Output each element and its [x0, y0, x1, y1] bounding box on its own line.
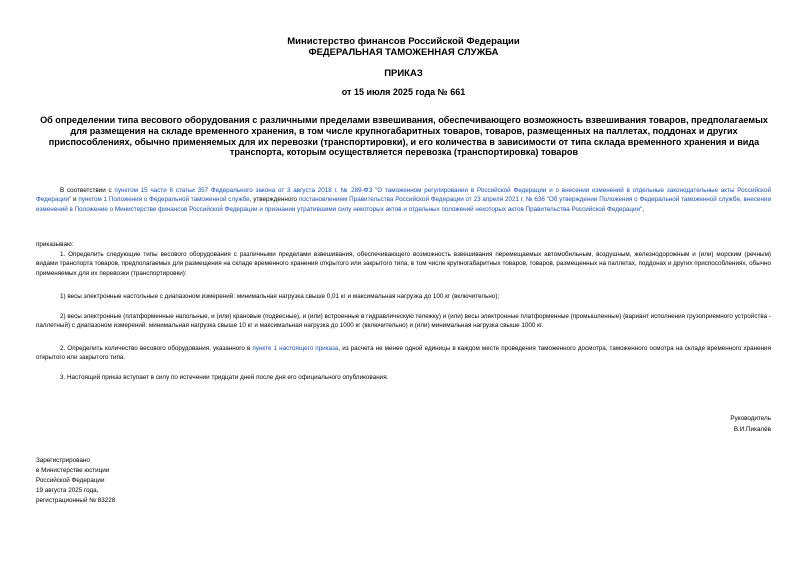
- law-link[interactable]: пунктом 15 части 6 статьи 357 Федерального закона от 3 августа 2018 г. № 289-ФЗ "О таможенном регулировании в Российской Федерации и о внесении изменений в отдельные законодательные акты Российской Федерации": [36, 187, 771, 204]
- ministry-heading: Министерство финансов Российской Федерации: [287, 36, 520, 47]
- item-2-text-1: 2. Определить количество весового оборудования, указанного в: [60, 345, 253, 352]
- signatory-name: В.И.Пикалёв: [733, 426, 771, 433]
- order-word: приказываю:: [36, 241, 74, 248]
- registration-number: регистрационный № 83228: [36, 497, 116, 504]
- registration-line: Зарегистрировано: [36, 457, 90, 464]
- registration-block: [36, 456, 115, 506]
- service-heading: ФЕДЕРАЛЬНАЯ ТАМОЖЕННАЯ СЛУЖБА: [308, 47, 499, 58]
- registration-date: 19 августа 2025 года,: [36, 487, 99, 494]
- item-1: 1. Определить следующие типы весового оборудования с различными пределами взвешивания, обеспечивающего возможность взвешивания перемещаемых автомобильным, воздушным, железнодорожным и (или) морским (речным) видами транспорта товаров, предполагаемых для размещения на складе временного хранения открытого или закрытого типа, в том числе крупногабаритных товаров, товаров, размещенных на паллетах, поддонах и других приспособлениях, обычно применяемых для их перевозки (транспортировки):: [36, 251, 771, 277]
- item-1-reference-link[interactable]: пункте 1 настоящего приказа: [252, 345, 339, 352]
- scale-type-1: 1) весы электронные настольные с диапазоном измерений: минимальная нагрузка свыше 0,01 кг и максимальная нагрузка до 100 кг (включительно);: [60, 293, 500, 300]
- document-date-number: от 15 июля 2025 года № 661: [341, 87, 466, 97]
- regulation-link[interactable]: пунктом 1 Положения о Федеральной таможенной службе: [78, 196, 250, 204]
- registration-line: Российской Федерации: [36, 477, 105, 484]
- basis-text-1: В соответствии с: [60, 187, 115, 194]
- basis-paragraph: [36, 186, 771, 214]
- scale-type-2: 2) весы электронные (платформенные напольные, и (или) крановые (подвесные), и (или) встроенные в гидравлическую тележку) и (или) весы электронные платформенные (промышленные) (вариант исполнения грузоприемного устройства - паллетный) с диапазоном измерений: минимальная нагрузка свыше 10 кг и максимальная нагрузка до 1000 кг (включительно) и (или) минимальная нагрузка свыше 1000 кг.: [36, 313, 771, 330]
- signatory-position: Руководитель: [730, 415, 771, 422]
- basis-text-4: ,: [642, 205, 645, 213]
- item-2-text-2: , из расчета не менее одной единицы в каждом месте проведения таможенного досмотра, таможенного осмотра на складе временного хранения открытого или закрытого типа.: [36, 345, 771, 362]
- decree-link[interactable]: постановлением Правительства Российской Федерации от 23 апреля 2021 г. № 636 "Об утверждении Положения о Федеральной таможенной службе, внесении изменений в Положение о Министерстве финансов Российской Федерации и признании утратившими силу некоторых актов и отдельных положений некоторых актов Правительства Российской Федерации": [36, 196, 771, 213]
- basis-text-3: , утвержденного: [249, 196, 299, 204]
- basis-text-2: и: [71, 196, 79, 204]
- document-type: ПРИКАЗ: [384, 68, 423, 79]
- registration-line: в Министерстве юстиции: [36, 467, 110, 474]
- item-3: 3. Настоящий приказ вступает в силу по истечении тридцати дней после дня его официального опубликования.: [60, 374, 389, 381]
- document-title: Об определении типа весового оборудования с различными пределами взвешивания, обеспечивающего возможность взвешивания товаров, предполагаемых для размещения на складе временного хранения, в том числе крупногабаритных товаров, товаров, размещенных на паллетах, поддонах и других приспособлениях, обычно применяемых для их перевозки (транспортировки), и его количества в зависимости от типа склада временного хранения и вида транспорта, которым осуществляется перевозка (транспортировка) товаров: [40, 115, 768, 158]
- item-2: [36, 344, 771, 363]
